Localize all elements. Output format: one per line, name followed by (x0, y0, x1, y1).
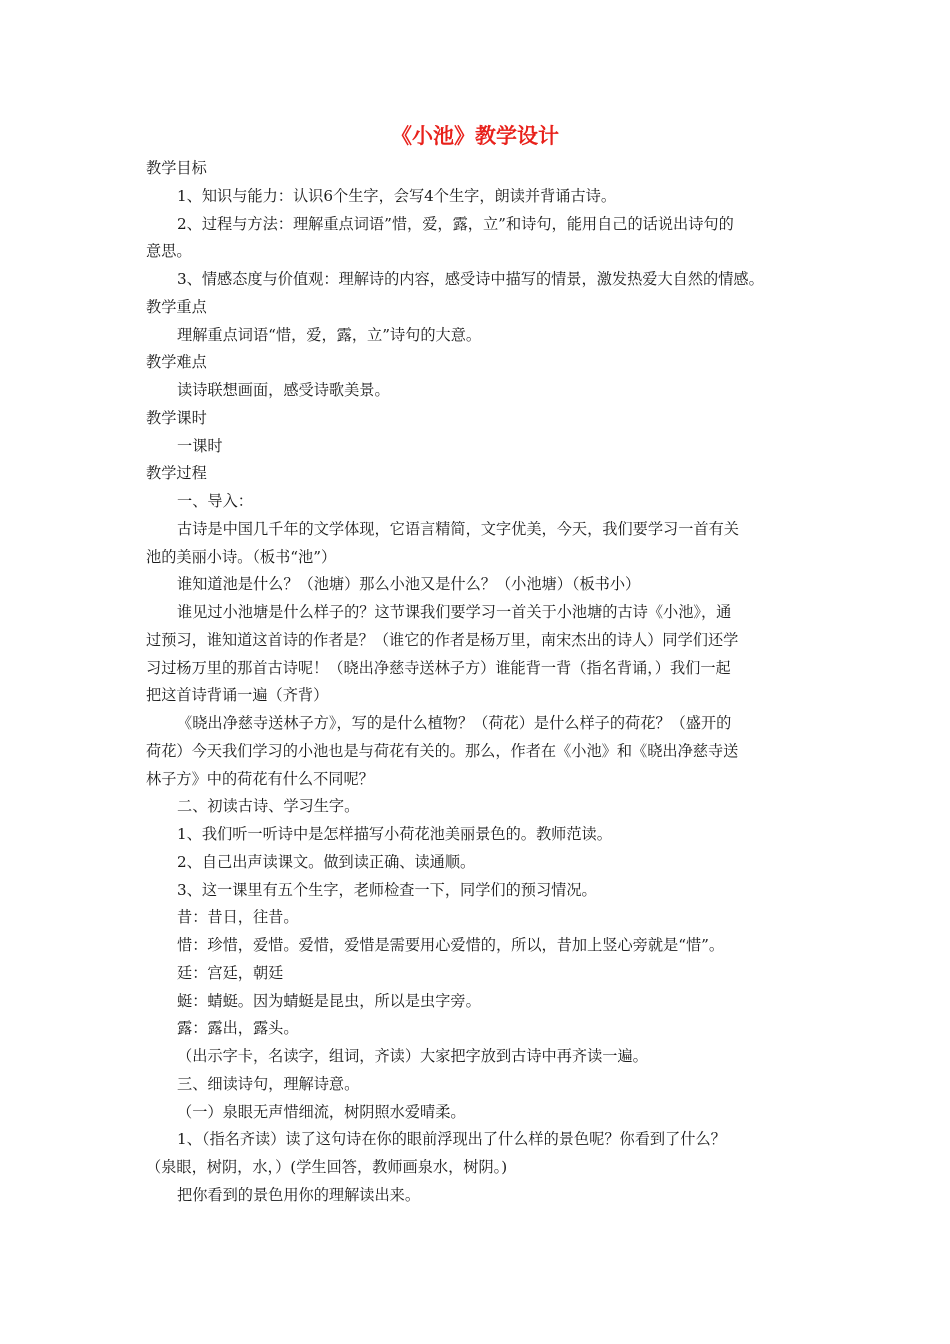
paragraph-line: 昔：昔日，往昔。 (177, 908, 299, 927)
section-line: 把这首诗背诵一遍（齐背） (146, 686, 329, 705)
section-line: 教学难点 (146, 353, 207, 372)
paragraph-line: 谁知道池是什么？（池塘）那么小池又是什么？（小池塘）（板书小） (177, 575, 641, 594)
paragraph-line: 一、导入： (177, 492, 253, 510)
paragraph-line: 把你看到的景色用你的理解读出来。 (177, 1185, 420, 1204)
section-line: 习过杨万里的那首古诗呢！（晓出净慈寺送林子方）谁能背一背（指名背诵，）我们一起 (146, 658, 731, 677)
paragraph-line: 廷：宫廷，朝廷 (177, 963, 284, 982)
section-line: 过预习，谁知道这首诗的作者是？（谁它的作者是杨万里，南宋杰出的诗人）同学们还学 (146, 630, 739, 649)
section-line: 荷花）今天我们学习的小池也是与荷花有关的。那么，作者在《小池》和《晓出净慈寺送 (146, 741, 739, 760)
paragraph-line: 1、我们听一听诗中是怎样描写小荷花池美丽景色的。教师范读。 (177, 825, 612, 843)
paragraph-line: 《晓出净慈寺送林子方》，写的是什么植物？（荷花）是什么样子的荷花？（盛开的 (177, 714, 732, 732)
paragraph-line: 古诗是中国几千年的文学体现，它语言精简，文字优美，今天，我们要学习一首有关 (177, 519, 739, 538)
paragraph-line: （一）泉眼无声惜细流，树阴照水爱晴柔。 (177, 1102, 466, 1121)
paragraph-line: 一课时 (177, 436, 223, 455)
paragraph-line: （出示字卡，名读字，组词，齐读）大家把字放到古诗中再齐读一遍。 (177, 1047, 648, 1065)
section-line: 池的美丽小诗。（板书“池”） (146, 547, 337, 566)
paragraph-line: 读诗联想画面，感受诗歌美景。 (177, 381, 390, 399)
section-line: 教学目标 (146, 159, 207, 177)
section-line: 教学课时 (146, 408, 207, 427)
paragraph-line: 谁见过小池塘是什么样子的？这节课我们要学习一首关于小池塘的古诗《小池》，通 (177, 603, 732, 621)
paragraph-line: 蜓：蜻蜓。因为蜻蜓是昆虫，所以是虫字旁。 (177, 991, 481, 1010)
section-line: 林子方》中的荷花有什么不同呢？ (146, 769, 374, 788)
paragraph-line: 理解重点词语“惜，爱，露，立”诗句的大意。 (177, 325, 482, 344)
section-line: 教学重点 (146, 297, 207, 316)
paragraph-line: 露：露出，露头。 (177, 1019, 299, 1038)
paragraph-line: 2、过程与方法：理解重点词语”惜，爱，露，立”和诗句，能用自己的话说出诗句的 (177, 214, 734, 233)
document-title: 《小池》教学设计 (391, 123, 559, 148)
paragraph-line: 惜：珍惜，爱惜。爱惜，爱惜是需要用心爱惜的，所以，昔加上竖心旁就是“惜”。 (177, 936, 725, 954)
paragraph-line: 2、自己出声读课文。做到读正确、读通顺。 (177, 852, 476, 871)
paragraph-line: 三、细读诗句，理解诗意。 (177, 1074, 360, 1093)
paragraph-line: 1、知识与能力：认识6个生字，会写4个生字，朗读并背诵古诗。 (177, 186, 617, 205)
paragraph-line: 3、这一课里有五个生字，老师检查一下，同学们的预习情况。 (177, 880, 597, 899)
section-line: 意思。 (146, 242, 192, 261)
paragraph-line: 3、情感态度与价值观：理解诗的内容，感受诗中描写的情景，激发热爱大自然的情感。 (177, 270, 764, 288)
paragraph-line: 二、初读古诗、学习生字。 (177, 797, 360, 816)
paragraph-line: 1、（指名齐读）读了这句诗在你的眼前浮现出了什么样的景色呢？你看到了什么？ (177, 1130, 726, 1149)
section-line: （泉眼，树阴，水，）(学生回答，教师画泉水，树阴。) (146, 1158, 508, 1176)
section-line: 教学过程 (146, 464, 207, 483)
